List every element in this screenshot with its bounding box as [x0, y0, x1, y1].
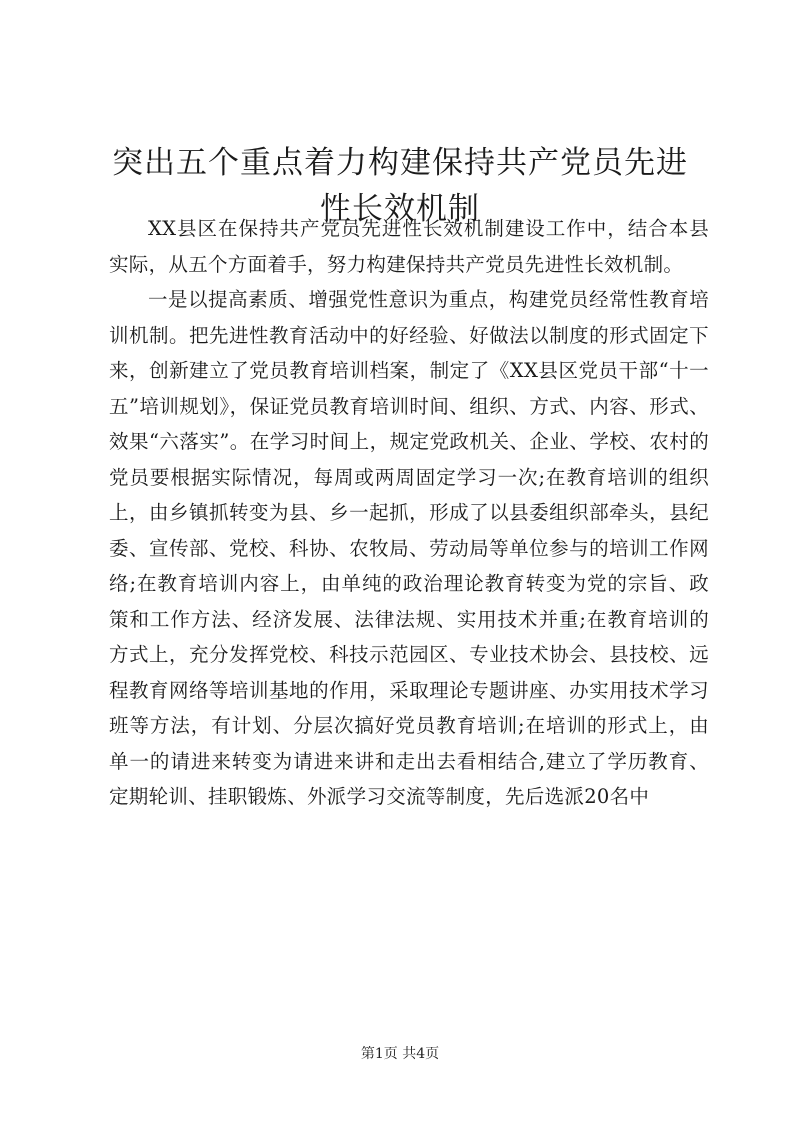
paragraph-first-point: 一是以提高素质、增强党性意识为重点，构建党员经常性教育培训机制。把先进性教育活动中的好经验、好做法以制度的形式固定下来，创新建立了党员教育培训档案，制定了《XX县区党员干部“十一五”培训规划》，保证党员教育培训时间、组织、方式、内容、形式、效果“六落实”。在学习时间上，规定党政机关、企业、学校、农村的党员要根据实际情况，每周或两周固定学习一次;在教育培训的组织上，由乡镇抓转变为县、乡一起抓，形成了以县委组织部牵头，县纪委、宣传部、党校、科协、农牧局、劳动局等单位参与的培训工作网络;在教育培训内容上，由单纯的政治理论教育转变为党的宗旨、政策和工作方法、经济发展、法律法规、实用技术并重;在教育培训的方式上，充分发挥党校、科技示范园区、专业技术协会、县技校、远程教育网络等培训基地的作用，采取理论专题讲座、办实用技术学习班等方法，有计划、分层次搞好党员教育培训;在培训的形式上，由单一的请进来转变为请进来讲和走出去看相结合,建立了学历教育、定期轮训、挂职锻炼、外派学习交流等制度，先后选派20名中: [109, 288, 709, 808]
document-title: 突出五个重点着力构建保持共产党员先进性长效机制: [112, 145, 688, 227]
document-body: [109, 211, 709, 815]
paragraph-intro: XX县区在保持共产党员先进性长效机制建设工作中，结合本县实际，从五个方面着手，努力构建保持共产党员先进性长效机制。: [109, 217, 709, 276]
page-number-footer: 第1页 共4页: [360, 1046, 440, 1062]
